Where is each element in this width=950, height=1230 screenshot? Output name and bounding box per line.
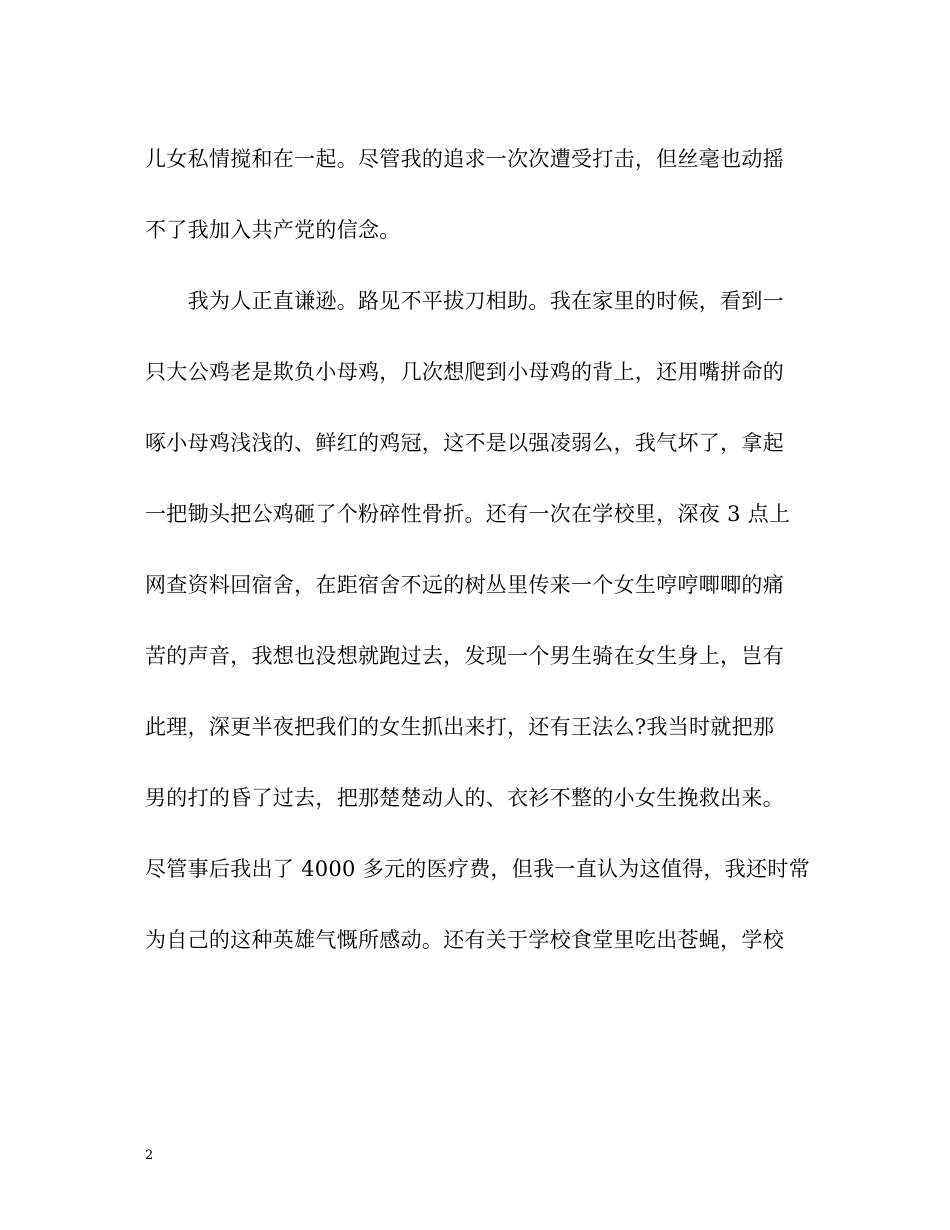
text-line-3: 我为人正直谦逊。路见不平拔刀相助。我在家里的时候，看到一 [145, 289, 784, 313]
text-line-7: 网查资料回宿舍，在距宿舍不远的树丛里传来一个女生哼哼唧唧的痛 [145, 573, 784, 597]
page-number: 2 [145, 1148, 154, 1163]
text-line-5: 啄小母鸡浅浅的、鲜红的鸡冠，这不是以强凌弱么，我气坏了，拿起 [145, 431, 784, 455]
text-line-2: 不了我加入共产党的信念。 [145, 218, 401, 242]
text-line-1: 儿女私情搅和在一起。尽管我的追求一次次遭受打击，但丝毫也动摇 [145, 147, 784, 171]
text-line-4: 只大公鸡老是欺负小母鸡，几次想爬到小母鸡的背上，还用嘴拼命的 [145, 360, 784, 384]
text-line-9: 此理，深更半夜把我们的女生抓出来打，还有王法么?我当时就把那 [145, 715, 775, 739]
text-line-10: 男的打的昏了过去，把那楚楚动人的、衣衫不整的小女生挽救出来。 [145, 786, 784, 810]
text-line-8: 苦的声音，我想也没想就跑过去，发现一个男生骑在女生身上，岂有 [145, 644, 784, 668]
text-line-11: 尽管事后我出了 4000 多元的医疗费，但我一直认为这值得，我还时常 [145, 857, 810, 881]
text-line-6: 一把锄头把公鸡砸了个粉碎性骨折。还有一次在学校里，深夜 3 点上 [145, 502, 791, 526]
text-line-12: 为自己的这种英雄气慨所感动。还有关于学校食堂里吃出苍蝇，学校 [145, 928, 784, 952]
